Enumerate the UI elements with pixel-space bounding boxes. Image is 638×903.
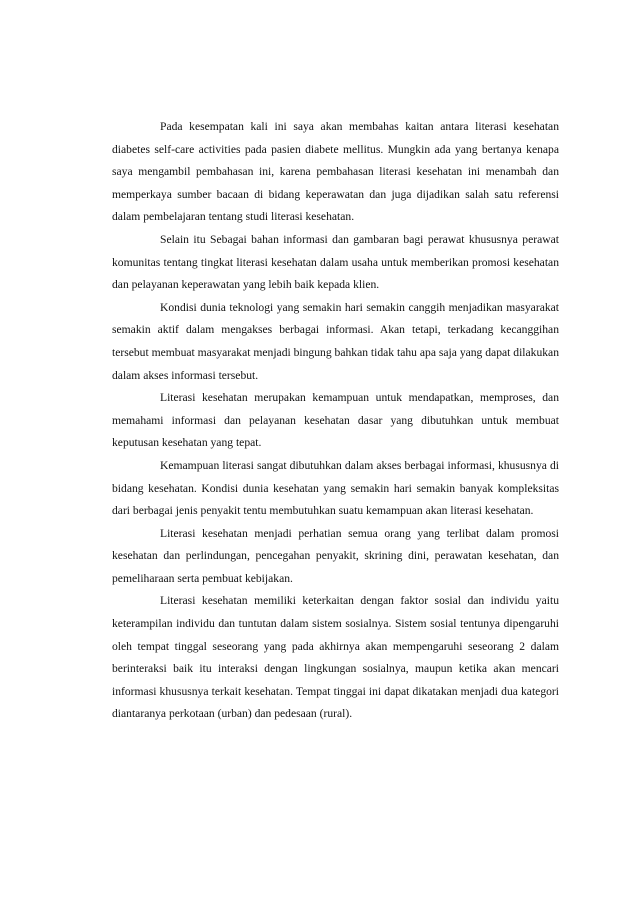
paragraph-5: Kemampuan literasi sangat dibutuhkan dalam akses berbagai informasi, khususnya di bidang kesehatan. Kondisi dunia kesehatan yang semakin hari semakin banyak kompleksitas dari berbagai jenis penyakit tentu membutuhkan suatu kemampuan akan literasi kesehatan. bbox=[112, 458, 559, 518]
paragraph-2: Selain itu Sebagai bahan informasi dan gambaran bagi perawat khususnya perawat komunitas tentang tingkat literasi kesehatan dalam usaha untuk memberikan promosi kesehatan dan pelayanan keperawatan yang lebih baik kepada klien. bbox=[112, 232, 559, 292]
paragraph-3: Kondisi dunia teknologi yang semakin hari semakin canggih menjadikan masyarakat semakin aktif dalam mengakses berbagai informasi. Akan tetapi, terkadang kecanggihan tersebut membuat masyarakat menjadi bingung bahkan tidak tahu apa saja yang dapat dilakukan dalam akses informasi tersebut. bbox=[112, 300, 559, 382]
paragraph-6: Literasi kesehatan menjadi perhatian semua orang yang terlibat dalam promosi kesehatan dan perlindungan, pencegahan penyakit, skrining dini, perawatan kesehatan, dan pemeliharaan serta pembuat kebijakan. bbox=[112, 526, 559, 585]
body-text bbox=[112, 116, 559, 726]
paragraph-7: Literasi kesehatan memiliki keterkaitan dengan faktor sosial dan individu yaitu keterampilan individu dan tuntutan dalam sistem sosialnya. Sistem sosial tentunya dipengaruhi oleh tempat tinggal seseorang yang pada akhirnya akan mempengaruhi seseorang 2 dalam berinteraksi baik itu interaksi dengan lingkungan sosialnya, maupun ketika akan mencari informasi khususnya terkait kesehatan. Tempat tinggai ini dapat dikatakan menjadi dua kategori diantaranya perkotaan (urban) dan pedesaan (rural). bbox=[112, 594, 559, 721]
paragraph-4: Literasi kesehatan merupakan kemampuan untuk mendapatkan, memproses, dan memahami informasi dan pelayanan kesehatan dasar yang dibutuhkan untuk membuat keputusan kesehatan yang tepat. bbox=[112, 391, 559, 450]
paragraph-1: Pada kesempatan kali ini saya akan membahas kaitan antara literasi kesehatan diabetes self-care activities pada pasien diabete mellitus. Mungkin ada yang bertanya kenapa saya mengambil pembahasan ini, karena pembahasan literasi kesehatan ini menambah dan memperkaya sumber bacaan di bidang keperawatan dan juga dijadikan salah satu referensi dalam pembelajaran tentang studi literasi kesehatan. bbox=[112, 120, 559, 224]
